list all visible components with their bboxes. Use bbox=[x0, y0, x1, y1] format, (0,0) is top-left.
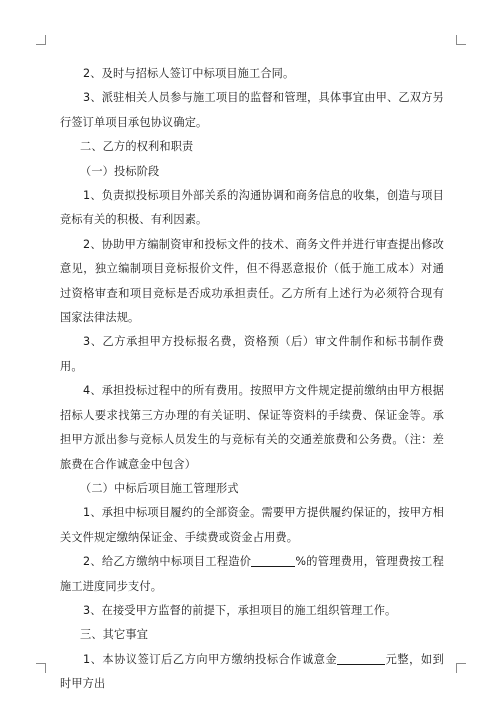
crop-mark-bottom-right bbox=[456, 663, 466, 673]
paragraph: 3、在接受甲方监督的前提下，承担项目的施工组织管理工作。 bbox=[83, 603, 397, 617]
paragraph: 2、及时与招标人签订中标项目施工合同。 bbox=[83, 67, 295, 80]
crop-mark-bottom-left bbox=[36, 663, 46, 673]
paragraph: 3、乙方承担甲方投标报名费，资格预（后）审文件制作和标书制作费用。 bbox=[60, 335, 444, 373]
crop-mark-top-left bbox=[36, 35, 46, 45]
paragraph-text: 元整，如到时甲方出 bbox=[60, 652, 444, 691]
section-heading: 三、其它事宜 bbox=[80, 628, 149, 642]
paragraph: 1、承担中标项目履约的全部资金。需要甲方提供履约保证的，按甲方相关文件规定缴纳保证金、手续费或资金占用费。 bbox=[60, 506, 444, 544]
section-heading: 二、乙方的权利和职责 bbox=[80, 140, 194, 154]
fill-in-blank bbox=[337, 652, 385, 665]
subsection-heading: （一）投标阶段 bbox=[80, 164, 160, 178]
paragraph bbox=[60, 648, 444, 697]
paragraph: 2、协助甲方编制资审和投标文件的技术、商务文件并进行审查提出修改意见，独立编制项目竞标报价文件，但不得恶意报价（低于施工成本）对通过资格审查和项目竞标是否成功承担责任。乙方所有上述行为必须符合现有国家法律法规。 bbox=[60, 237, 444, 325]
paragraph: 4、承担投标过程中的所有费用。按照甲方文件规定提前缴纳由甲方根据招标人要求找第三方办理的有关证明、保证等资料的手续费、保证金等。承担甲方派出参与竞标人员发生的与竞标有关的交通差旅费和公务费。（注：差旅费在合作诚意金中包含） bbox=[60, 384, 444, 471]
subsection-heading: （二）中标后项目施工管理形式 bbox=[80, 481, 239, 495]
paragraph-text: 1、本协议签订后乙方向甲方缴纳投标合作诚意金 bbox=[83, 652, 338, 666]
paragraph: 1、负责拟投标项目外部关系的沟通协调和商务信息的收集，创造与项目竞标有关的积极、有利因素。 bbox=[60, 189, 444, 227]
paragraph bbox=[60, 550, 444, 599]
fill-in-blank bbox=[251, 554, 295, 567]
paragraph-text: 2、给乙方缴纳中标项目工程造价 bbox=[83, 555, 252, 569]
document-body bbox=[60, 62, 444, 697]
paragraph-text: %的管理费用，管理费按工程施工进度同步支付。 bbox=[60, 555, 444, 593]
crop-mark-top-right bbox=[456, 35, 466, 45]
paragraph: 3、派驻相关人员参与施工项目的监督和管理，具体事宜由甲、乙双方另行签订单项目承包协议确定。 bbox=[60, 91, 444, 129]
